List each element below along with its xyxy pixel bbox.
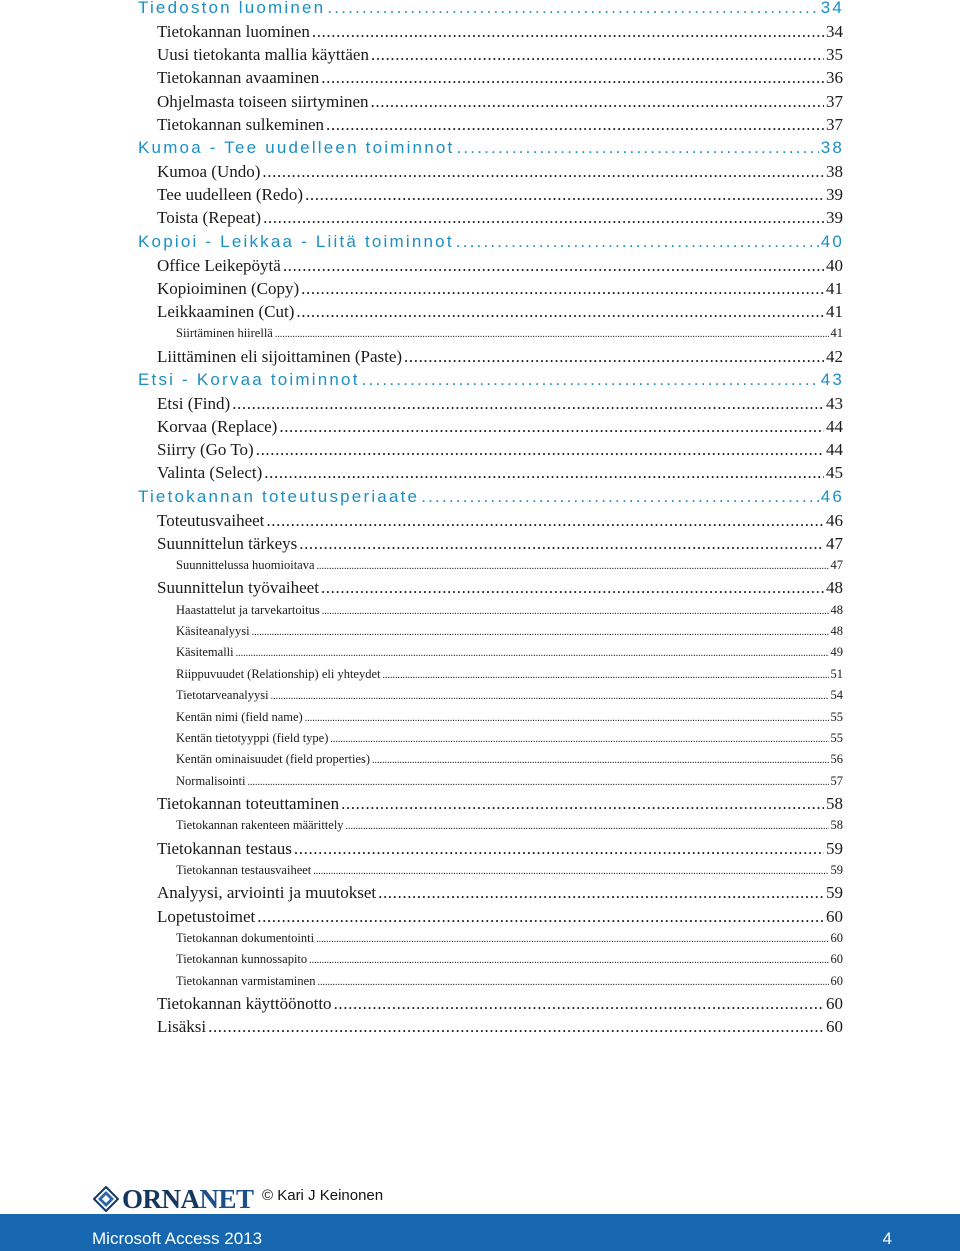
- ornanet-diamond-logo-icon: [93, 1186, 119, 1212]
- toc-entry-label: Tietokannan avaaminen: [157, 68, 320, 87]
- toc-entry[interactable]: [176, 750, 843, 768]
- toc-entry-label: Toteutusvaiheet: [157, 511, 265, 530]
- toc-entry-page: 45: [826, 463, 843, 482]
- toc-dot-leader: [264, 462, 824, 484]
- toc-entry-page: 38: [820, 138, 844, 157]
- toc-entry-page: 46: [820, 487, 844, 506]
- toc-entry-label: Kumoa - Tee uudelleen toiminnot: [138, 138, 455, 157]
- toc-entry-page: 58: [826, 794, 843, 813]
- toc-entry[interactable]: [157, 393, 843, 415]
- toc-dot-leader: [330, 731, 828, 747]
- toc-dot-leader: [317, 974, 828, 990]
- toc-entry-label: Tietokannan käyttöönotto: [157, 994, 332, 1013]
- logo-text: [122, 1184, 254, 1215]
- toc-entry-label: Uusi tietokanta mallia käyttäen: [157, 45, 369, 64]
- toc-entry[interactable]: [157, 462, 843, 484]
- toc-dot-leader: [309, 952, 828, 968]
- logo-text-net: NET: [199, 1183, 254, 1214]
- toc-entry[interactable]: [176, 665, 843, 683]
- toc-entry-label: Tietokannan testausvaiheet: [176, 863, 312, 877]
- toc-entry[interactable]: [176, 950, 843, 968]
- toc-entry-label: Käsiteanalyysi: [176, 624, 250, 638]
- toc-dot-leader: [283, 255, 824, 277]
- toc-heading-entry[interactable]: [138, 369, 844, 391]
- toc-entry-label: Kentän ominaisuudet (field properties): [176, 752, 371, 766]
- toc-entry-page: 55: [830, 710, 843, 724]
- toc-dot-leader: [305, 184, 824, 206]
- toc-dot-leader: [404, 346, 824, 368]
- toc-entry-page: 34: [826, 22, 843, 41]
- toc-dot-leader: [313, 863, 828, 879]
- toc-entry-page: 35: [826, 45, 843, 64]
- toc-dot-leader: [372, 752, 828, 768]
- toc-entry-page: 60: [826, 907, 843, 926]
- toc-entry-label: Normalisointi: [176, 774, 246, 788]
- toc-entry-page: 47: [826, 534, 843, 553]
- toc-entry-label: Tietokannan sulkeminen: [157, 115, 324, 134]
- toc-entry-label: Tietokannan dokumentointi: [176, 931, 315, 945]
- toc-entry[interactable]: [176, 622, 843, 640]
- toc-entry[interactable]: [157, 577, 843, 599]
- toc-entry-label: Siirry (Go To): [157, 440, 254, 459]
- toc-entry[interactable]: [157, 906, 843, 928]
- page-number: 4: [882, 1229, 892, 1248]
- toc-dot-leader: [321, 577, 824, 599]
- toc-entry[interactable]: [157, 184, 843, 206]
- toc-entry-page: 37: [826, 115, 843, 134]
- toc-dot-leader: [326, 114, 824, 136]
- toc-entry-label: Tietokannan toteutusperiaate: [138, 487, 420, 506]
- toc-heading-entry[interactable]: [138, 231, 844, 253]
- toc-entry-label: Kopioi - Leikkaa - Liitä toiminnot: [138, 232, 454, 251]
- toc-entry[interactable]: [176, 601, 843, 619]
- toc-dot-leader: [456, 137, 818, 159]
- toc-entry[interactable]: [157, 882, 843, 904]
- toc-entry-page: 41: [826, 302, 843, 321]
- toc-entry-label: Siirtäminen hiirellä: [176, 326, 273, 340]
- toc-dot-leader: [371, 44, 824, 66]
- toc-entry-page: 56: [830, 752, 843, 766]
- toc-dot-leader: [275, 326, 829, 342]
- toc-dot-leader: [301, 278, 824, 300]
- toc-entry-label: Tietotarveanalyysi: [176, 688, 269, 702]
- toc-entry-page: 48: [826, 578, 843, 597]
- toc-dot-leader: [305, 710, 829, 726]
- toc-entry[interactable]: [157, 207, 843, 229]
- toc-entry-page: 46: [826, 511, 843, 530]
- toc-entry-page: 41: [830, 326, 843, 340]
- toc-dot-leader: [247, 774, 828, 790]
- toc-entry-page: 40: [820, 232, 844, 251]
- toc-entry[interactable]: [176, 816, 843, 834]
- toc-dot-leader: [296, 301, 824, 323]
- toc-entry-page: 60: [830, 974, 843, 988]
- toc-entry-label: Valinta (Select): [157, 463, 263, 482]
- toc-entry[interactable]: [176, 556, 843, 574]
- toc-entry[interactable]: [157, 346, 843, 368]
- toc-entry-label: Lopetustoimet: [157, 907, 256, 926]
- toc-dot-leader: [279, 416, 824, 438]
- toc-dot-leader: [294, 838, 824, 860]
- toc-entry-page: 49: [830, 645, 843, 659]
- footer-title: Microsoft Access 2013: [92, 1229, 263, 1248]
- toc-entry[interactable]: [157, 278, 843, 300]
- toc-entry-page: 60: [830, 952, 843, 966]
- toc-entry-label: Tietokannan varmistaminen: [176, 974, 316, 988]
- toc-entry-label: Käsitemalli: [176, 645, 234, 659]
- toc-entry-page: 48: [830, 603, 843, 617]
- toc-entry[interactable]: [176, 972, 843, 990]
- toc-entry[interactable]: [157, 161, 843, 183]
- toc-entry-label: Lisäksi: [157, 1017, 207, 1036]
- copyright-notice: © Kari J Keinonen: [262, 1187, 384, 1204]
- toc-dot-leader: [256, 439, 824, 461]
- toc-dot-leader: [236, 645, 829, 661]
- toc-entry-page: 43: [820, 370, 844, 389]
- toc-dot-leader: [341, 793, 824, 815]
- toc-entry-page: 44: [826, 417, 843, 436]
- toc-entry[interactable]: [157, 67, 843, 89]
- toc-heading-entry[interactable]: [138, 0, 844, 19]
- footer-bar: [0, 1214, 960, 1251]
- toc-entry[interactable]: [157, 1016, 843, 1038]
- toc-dot-leader: [312, 21, 824, 43]
- toc-dot-leader: [317, 558, 829, 574]
- toc-entry-page: 60: [826, 1017, 843, 1036]
- toc-entry-label: Liittäminen eli sijoittaminen (Paste): [157, 347, 403, 366]
- toc-dot-leader: [346, 818, 829, 834]
- toc-entry-page: 59: [830, 863, 843, 877]
- toc-entry[interactable]: [176, 643, 843, 661]
- toc-entry[interactable]: [176, 772, 843, 790]
- toc-entry[interactable]: [157, 255, 843, 277]
- toc-entry-label: Kumoa (Undo): [157, 162, 261, 181]
- toc-heading-entry[interactable]: [138, 137, 844, 159]
- toc-entry-label: Tiedoston luominen: [138, 0, 326, 17]
- toc-dot-leader: [456, 231, 819, 253]
- toc-entry[interactable]: [157, 301, 843, 323]
- toc-entry-label: Korvaa (Replace): [157, 417, 278, 436]
- toc-entry-label: Haastattelut ja tarvekartoitus: [176, 603, 320, 617]
- toc-dot-leader: [371, 91, 824, 113]
- toc-dot-leader: [382, 667, 828, 683]
- toc-entry-label: Suunnittelun työvaiheet: [157, 578, 319, 597]
- toc-entry-label: Leikkaaminen (Cut): [157, 302, 295, 321]
- toc-entry-label: Riippuvuudet (Relationship) eli yhteydet: [176, 667, 381, 681]
- toc-entry-page: 38: [826, 162, 843, 181]
- toc-entry[interactable]: [157, 439, 843, 461]
- toc-entry[interactable]: [176, 929, 843, 947]
- toc-entry-label: Etsi - Korvaa toiminnot: [138, 370, 360, 389]
- toc-dot-leader: [322, 603, 829, 619]
- toc-entry-page: 58: [830, 818, 843, 832]
- toc-entry-page: 40: [826, 256, 843, 275]
- toc-entry-label: Tietokannan rakenteen määrittely: [176, 818, 344, 832]
- toc-entry-page: 59: [826, 883, 843, 902]
- toc-entry[interactable]: [157, 838, 843, 860]
- toc-entry-page: 43: [826, 394, 843, 413]
- toc-dot-leader: [263, 207, 824, 229]
- toc-entry-page: 48: [830, 624, 843, 638]
- toc-dot-leader: [421, 486, 819, 508]
- toc-entry-label: Tietokannan luominen: [157, 22, 310, 41]
- toc-entry-page: 54: [830, 688, 843, 702]
- toc-entry-label: Tee uudelleen (Redo): [157, 185, 304, 204]
- toc-dot-leader: [362, 369, 819, 391]
- toc-entry[interactable]: [176, 729, 843, 747]
- toc-entry-label: Kopioiminen (Copy): [157, 279, 300, 298]
- toc-entry[interactable]: [157, 993, 843, 1015]
- toc-entry-label: Tietokannan testaus: [157, 839, 292, 858]
- logo-text-orna: ORNA: [122, 1183, 200, 1214]
- toc-entry-page: 57: [830, 774, 843, 788]
- toc-entry-page: 51: [830, 667, 843, 681]
- toc-dot-leader: [252, 624, 829, 640]
- toc-entry[interactable]: [176, 686, 843, 704]
- toc-entry[interactable]: [157, 533, 843, 555]
- toc-entry-page: 47: [830, 558, 843, 572]
- toc-dot-leader: [378, 882, 824, 904]
- toc-dot-leader: [257, 906, 824, 928]
- toc-entry-page: 60: [830, 931, 843, 945]
- toc-entry-label: Etsi (Find): [157, 394, 231, 413]
- toc-entry[interactable]: [157, 416, 843, 438]
- toc-dot-leader: [266, 510, 824, 532]
- toc-entry-label: Kentän tietotyyppi (field type): [176, 731, 329, 745]
- toc-dot-leader: [232, 393, 824, 415]
- toc-entry-label: Office Leikepöytä: [157, 256, 281, 275]
- toc-dot-leader: [208, 1016, 824, 1038]
- toc-dot-leader: [321, 67, 824, 89]
- toc-entry-page: 39: [826, 208, 843, 227]
- toc-entry[interactable]: [176, 861, 843, 879]
- toc-entry[interactable]: [157, 44, 843, 66]
- toc-entry[interactable]: [176, 324, 843, 342]
- toc-entry-page: 44: [826, 440, 843, 459]
- toc-dot-leader: [334, 993, 824, 1015]
- toc-entry[interactable]: [157, 114, 843, 136]
- toc-entry-label: Tietokannan toteuttaminen: [157, 794, 340, 813]
- toc-entry-label: Tietokannan kunnossapito: [176, 952, 308, 966]
- toc-entry-page: 41: [826, 279, 843, 298]
- toc-entry-label: Ohjelmasta toiseen siirtyminen: [157, 92, 369, 111]
- ornanet-logo: [93, 1182, 254, 1216]
- toc-dot-leader: [299, 533, 824, 555]
- toc-entry-page: 59: [826, 839, 843, 858]
- toc-entry-label: Toista (Repeat): [157, 208, 262, 227]
- toc-entry-page: 34: [820, 0, 844, 17]
- toc-entry[interactable]: [157, 510, 843, 532]
- toc-dot-leader: [316, 931, 828, 947]
- toc-entry[interactable]: [157, 91, 843, 113]
- toc-entry-label: Suunnittelussa huomioitava: [176, 558, 315, 572]
- toc-entry-page: 39: [826, 185, 843, 204]
- toc-heading-entry[interactable]: [138, 486, 844, 508]
- toc-dot-leader: [262, 161, 824, 183]
- toc-entry-page: 36: [826, 68, 843, 87]
- toc-entry[interactable]: [176, 708, 843, 726]
- toc-entry-label: Analyysi, arviointi ja muutokset: [157, 883, 377, 902]
- toc-entry[interactable]: [157, 21, 843, 43]
- toc-entry-label: Suunnittelun tärkeys: [157, 534, 298, 553]
- toc-entry-page: 37: [826, 92, 843, 111]
- toc-dot-leader: [271, 688, 829, 704]
- toc-entry-page: 42: [826, 347, 843, 366]
- toc-entry-label: Kentän nimi (field name): [176, 710, 303, 724]
- toc-entry-page: 55: [830, 731, 843, 745]
- toc-entry[interactable]: [157, 793, 843, 815]
- toc-entry-page: 60: [826, 994, 843, 1013]
- toc-dot-leader: [327, 0, 818, 19]
